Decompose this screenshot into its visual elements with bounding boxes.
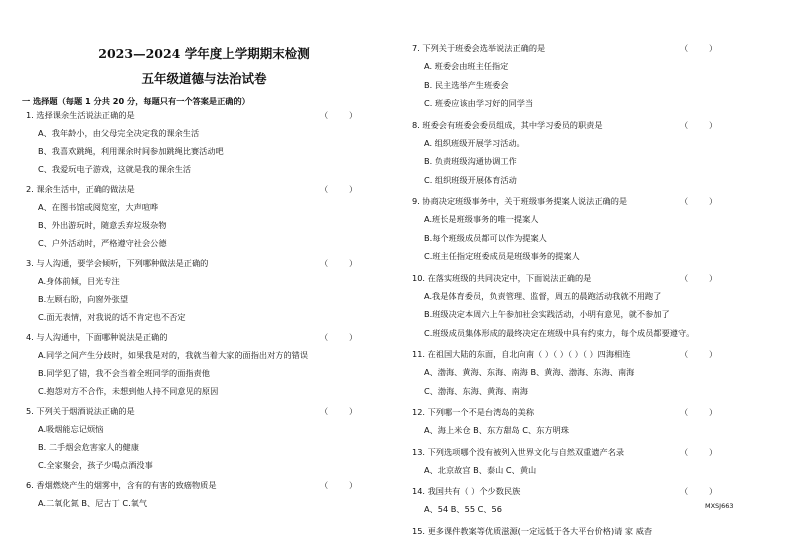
answer-option: A.同学之间产生分歧时，如果我是对的，我就当着大家的面指出对方的错误 (38, 350, 309, 360)
answer-option: C. 组织班级开展体育活动 (424, 174, 517, 185)
answer-blank[interactable]: （ ） (320, 110, 358, 120)
answer-option: C.抱怨对方不合作，未想到他人持不同意见的原因 (38, 386, 219, 396)
question-stem: 5. 下列关于烟酒说法正确的是 (26, 406, 135, 416)
question-stem: 8. 班委会有班委会委员组成，其中学习委员的职责是 (412, 119, 603, 130)
answer-blank[interactable]: （ ） (680, 196, 718, 206)
answer-blank[interactable]: （ ） (680, 272, 718, 283)
answer-option: B.同学犯了错，我不会当着全班同学的面指责他 (38, 368, 210, 378)
answer-option: B.班级决定本周六上午参加社会实践活动，小明有意见，就不参加了 (424, 309, 670, 319)
answer-option: C、渤海、东海、黄海、南海 (424, 385, 528, 396)
answer-option: C.全家聚会，孩子少喝点酒没事 (38, 460, 153, 470)
question-stem: 1. 选择课余生活说法正确的是 (26, 110, 135, 120)
question-stem: 3. 与人沟通，要学会倾听，下列哪种做法是正确的 (26, 258, 209, 268)
answer-option: A、54 B、55 C、56 (424, 504, 502, 514)
answer-option: C、户外活动时，严格遵守社会公德 (38, 238, 167, 248)
answer-blank[interactable]: （ ） (320, 184, 358, 194)
footer-code: MXSJ663 (705, 502, 734, 510)
answer-option: B. 二手烟会危害家人的健康 (38, 442, 139, 452)
answer-option: B.每个班级成员都可以作为提案人 (424, 232, 547, 243)
answer-blank[interactable]: （ ） (680, 349, 718, 359)
answer-blank[interactable]: （ ） (680, 486, 718, 496)
question-stem: 11. 在祖国大陆的东面，自北向南（ ）（ ）（ ）（ ）四海相连 (412, 349, 631, 359)
question-stem: 14. 我国共有（ ）个少数民族 (412, 486, 521, 496)
question-stem: 7. 下列关于班委会选举说法正确的是 (412, 43, 546, 53)
answer-option: B、外出游玩时，随意丢弃垃圾杂物 (38, 220, 167, 230)
answer-option: C. 班委应该由学习好的同学当 (424, 98, 534, 108)
answer-option: C、我爱玩电子游戏，这就是我的课余生活 (38, 164, 192, 174)
answer-option: A.二氧化氮 B、尼古丁 C.氧气 (38, 498, 148, 508)
answer-option: A. 组织班级开展学习活动。 (424, 137, 525, 148)
answer-blank[interactable]: （ ） (320, 332, 358, 342)
exam-title: 2023—2024 学年度上学期期末检测 (98, 46, 310, 61)
answer-blank[interactable]: （ ） (320, 406, 358, 416)
answer-blank[interactable]: （ ） (680, 446, 718, 457)
answer-option: B.左顾右盼，向窗外张望 (38, 294, 129, 304)
answer-option: A、在图书馆或阅览室，大声喧哗 (38, 202, 159, 212)
question-stem: 4. 与人沟通中，下面哪种说法是正确的 (26, 332, 168, 342)
question-stem: 2. 课余生活中，正确的做法是 (26, 184, 135, 194)
answer-option: A、我年龄小，由父母完全决定我的课余生活 (38, 128, 200, 138)
answer-option: C.面无表情，对我说的话不肯定也不否定 (38, 312, 186, 322)
answer-blank[interactable]: （ ） (320, 480, 358, 490)
answer-option: B. 民主选举产生班委会 (424, 79, 509, 90)
answer-blank[interactable]: （ ） (680, 407, 718, 417)
answer-option: A、北京故宫 B、泰山 C、黄山 (424, 464, 537, 475)
answer-option: A、海上米仓 B、东方甜岛 C、东方明珠 (424, 425, 569, 435)
answer-blank[interactable]: （ ） (680, 43, 718, 53)
answer-option: C.班主任指定班委成员是班级事务的提案人 (424, 251, 580, 261)
answer-option: A.身体前倾，目光专注 (38, 276, 120, 286)
question-stem: 13. 下列选项哪个没有被列入世界文化与自然双重遗产名录 (412, 446, 625, 457)
question-stem: 15. 更多课件教案等优质滋源(一定远低于各大平台价格)请 家 威杳 (412, 525, 653, 536)
answer-option: C.班级成员集体形成的最终决定在班级中具有约束力，每个成员都要遵守。 (424, 327, 695, 338)
answer-option: A.吸烟能忘记烦恼 (38, 424, 104, 434)
section-heading: 一 选择题（每题 1 分共 20 分，每题只有一个答案是正确的） (22, 96, 250, 106)
question-stem: 9. 协商决定班级事务中，关于班级事务提案人说法正确的是 (412, 196, 628, 206)
answer-option: A.我是体育委员，负责管理、监督，周五的晨跑活动我就不用跑了 (424, 290, 662, 301)
answer-option: B. 负责班级沟通协调工作 (424, 156, 517, 166)
answer-option: A、渤海、黄海、东海、南海 B、黄海、渤海、东海、南海 (424, 367, 635, 377)
answer-option: A.班长是班级事务的唯一提案人 (424, 214, 539, 224)
answer-blank[interactable]: （ ） (320, 258, 358, 268)
exam-subtitle: 五年级道德与法治试卷 (141, 71, 267, 86)
answer-option: B、我喜欢跳绳，利用课余时间参加跳绳比赛活动吧 (38, 146, 224, 156)
answer-blank[interactable]: （ ） (680, 119, 718, 130)
question-stem: 12. 下列哪一个不是台湾岛的美称 (412, 407, 535, 417)
question-stem: 6. 香烟燃烧产生的烟雾中，含有的有害的致癌物质是 (26, 480, 217, 490)
question-stem: 10. 在落实班级的共同决定中，下面说法正确的是 (412, 272, 592, 283)
answer-option: A. 班委会由班主任指定 (424, 61, 509, 71)
